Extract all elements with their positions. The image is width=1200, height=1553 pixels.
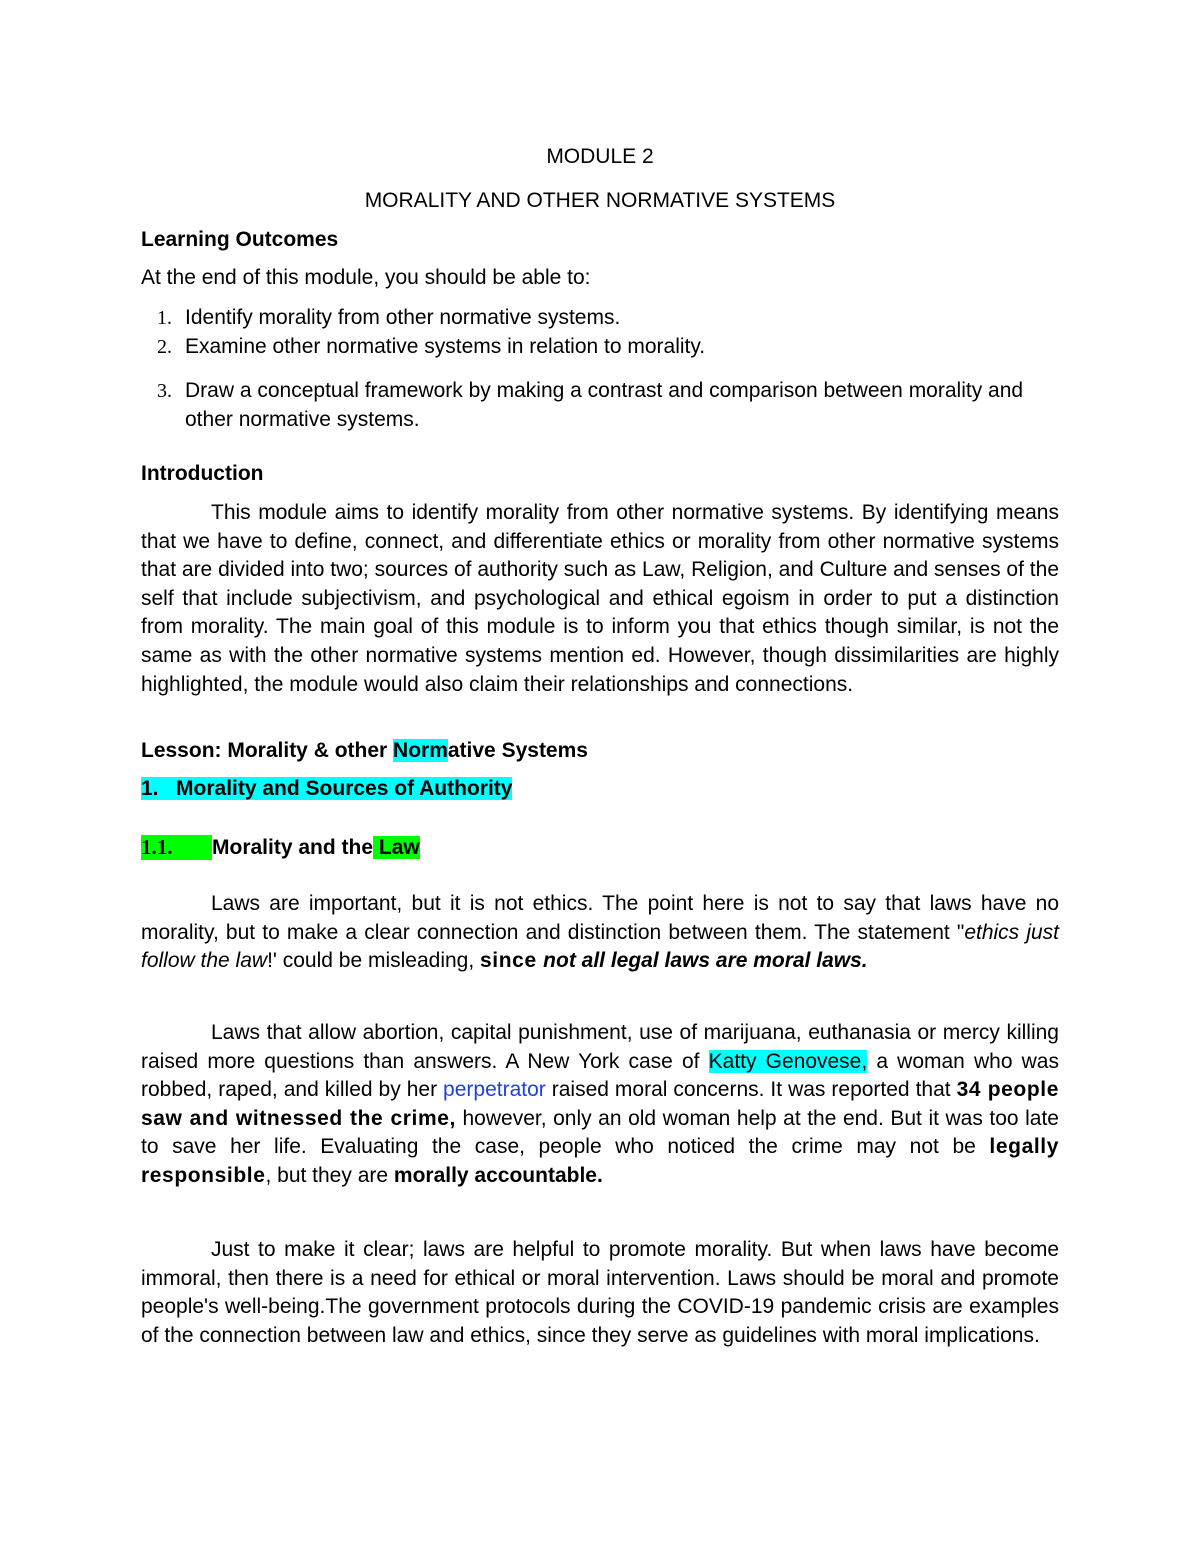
law-paragraph-2 [141, 1019, 1059, 1191]
bold-text: since [480, 949, 544, 973]
blue-text: perpetrator [443, 1078, 546, 1102]
outcome-number: 2. [157, 336, 172, 358]
lesson-heading-highlight: Norm [393, 739, 448, 762]
lesson-heading-post: ative Systems [447, 739, 588, 762]
bold-text: legally responsible [141, 1135, 1059, 1187]
section-1-1-number: 1.1. [141, 835, 212, 860]
section-1-title: Morality and Sources of Authority [176, 777, 513, 800]
outcome-number: 1. [157, 307, 172, 329]
text-run: Laws that allow abortion, capital punishment, use of marijuana, euthanasia or mercy killing raised more questions than answers. A New York case of [141, 1021, 1059, 1073]
text-run: , but they are [265, 1163, 394, 1187]
section-1-1-title-highlight: Law [373, 836, 420, 859]
section-1-1-title: Morality and the [212, 836, 374, 859]
outcome-number: 3. [157, 380, 172, 402]
bold-text: morally accountable. [393, 1163, 603, 1187]
text-run: !' could be misleading, [267, 949, 481, 973]
section-1-heading [141, 777, 1059, 801]
section-1-1-heading [141, 835, 1059, 860]
module-title: MODULE 2 [546, 145, 654, 168]
learning-outcomes-intro: At the end of this module, you should be able to: [141, 266, 591, 289]
module-subtitle: MORALITY AND OTHER NORMATIVE SYSTEMS [364, 189, 836, 212]
bold-text: 34 people saw and witnessed the crime, [141, 1078, 1060, 1130]
outcome-item [157, 304, 1037, 333]
text-run: a woman who was robbed, raped, and killed by her [141, 1049, 1059, 1102]
outcome-text: Examine other normative systems in relation to morality. [185, 335, 706, 358]
lesson-heading-pre: Lesson: Morality & other [141, 739, 394, 762]
learning-outcomes-heading: Learning Outcomes [141, 228, 339, 251]
section-1-highlight [141, 777, 512, 800]
law-paragraph-1 [141, 890, 1059, 976]
text-run: raised moral concerns. It was reported that [545, 1078, 957, 1102]
text-run: however, only an old woman help at the end. But it was too late to save her life. Evaluating the case, people who noticed the crime may not be [141, 1106, 1059, 1159]
introduction-body: This module aims to identify morality from other normative systems. By identifying means that we have to define, connect, and differentiate ethics or morality from other normative systems that are divided into two; sources of authority such as Law, Religion, and Culture and senses of the self that include subjectivism, and psychological and ethical egoism in order to put a distinction from morality. The main goal of this module is to inform you that ethics though similar, is not the same as with the other normative systems mention ed. However, though dissimilarities are highly highlighted, the module would also claim their relationships and connections. [141, 501, 1059, 696]
section-1-number: 1. [141, 777, 159, 800]
outcome-text: Identify morality from other normative systems. [185, 306, 621, 329]
highlighted-name: Katty Genovese, [708, 1049, 868, 1073]
outcome-item [157, 377, 1037, 434]
introduction-heading: Introduction [141, 462, 264, 485]
bold-italic-text: not all legal laws are moral laws. [543, 949, 868, 973]
italic-text: ethics just follow the law [141, 920, 1059, 973]
lesson-heading [141, 739, 1059, 763]
law-paragraph-3: Just to make it clear; laws are helpful to promote morality. But when laws have become immoral, then there is a need for ethical or moral intervention. Laws should be moral and promote people's well-being.The government protocols during the COVID-19 pandemic crisis are examples of the connection between law and ethics, since they serve as guidelines with moral implications. [141, 1238, 1059, 1347]
outcome-item [157, 333, 1037, 362]
text-run: Laws are important, but it is not ethics. The point here is not to say that laws have no morality, but to make a clear connection and distinction between them. The statement " [141, 892, 1059, 944]
outcome-text: Draw a conceptual framework by making a contrast and comparison between morality and other normative systems. [185, 379, 1024, 431]
